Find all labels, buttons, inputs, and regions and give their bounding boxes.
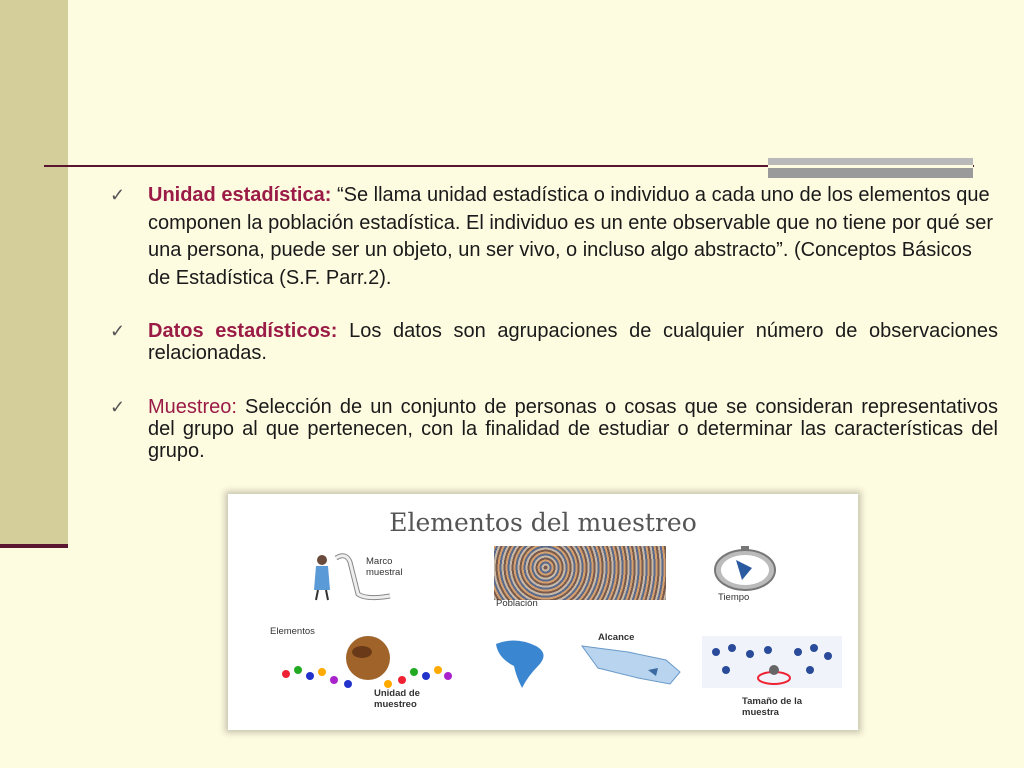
label-unidad-de-muestreo: Unidad de muestreo <box>374 688 420 710</box>
bullet-text: Los datos son agrupaciones de cualquier número de observaciones relacionadas. <box>148 320 999 364</box>
label-poblacion: Población <box>496 598 538 609</box>
bullet-keyword: Unidad estadística: <box>148 184 332 206</box>
label-marco-muestral: Marco muestral <box>366 556 403 578</box>
bullet-text: Selección de un conjunto de personas o cosas que se consideran representativos del grupo al que pertenecen, con la finalidad de estudiar o determinar las características del grupo. <box>148 396 998 462</box>
check-mark-icon: ✓ <box>110 185 126 205</box>
bullet-muestreo <box>110 396 998 462</box>
label-elementos: Elementos <box>270 626 315 637</box>
bullet-datos-estadisticos <box>110 320 999 364</box>
label-alcance: Alcance <box>598 632 635 643</box>
label-tamano-de-la-muestra: Tamaño de la muestra <box>742 696 803 718</box>
bullet-keyword: Muestreo: <box>148 396 237 418</box>
bullet-unidad-estadistica <box>110 182 998 292</box>
bullet-keyword: Datos estadísticos: <box>148 320 338 342</box>
decor-gray-block <box>768 158 973 178</box>
sampling-elements-figure <box>228 494 858 730</box>
side-decor-edge <box>0 544 68 548</box>
bullet-text: “Se llama unidad estadística o individuo a cada uno de los elementos que componen la población estadística. El individuo es un ente observable que no tiene por qué ser una persona, puede ser un objeto, un ser vivo, o incluso algo abstracto”. (Conceptos Básicos de Estadística (S.F. Parr.2). <box>148 184 994 289</box>
stopwatch-icon <box>712 546 778 592</box>
sample-size-people-icon <box>702 636 842 688</box>
region-map-icon <box>578 642 684 688</box>
side-decor-bar <box>0 0 68 548</box>
label-tiempo: Tiempo <box>718 592 750 603</box>
globe-people-illustration <box>278 636 454 690</box>
south-america-map-icon <box>486 636 556 690</box>
population-crowd-image <box>494 546 666 600</box>
figure-title: Elementos del muestreo <box>389 508 697 537</box>
check-mark-icon: ✓ <box>110 321 126 341</box>
check-mark-icon: ✓ <box>110 397 126 417</box>
